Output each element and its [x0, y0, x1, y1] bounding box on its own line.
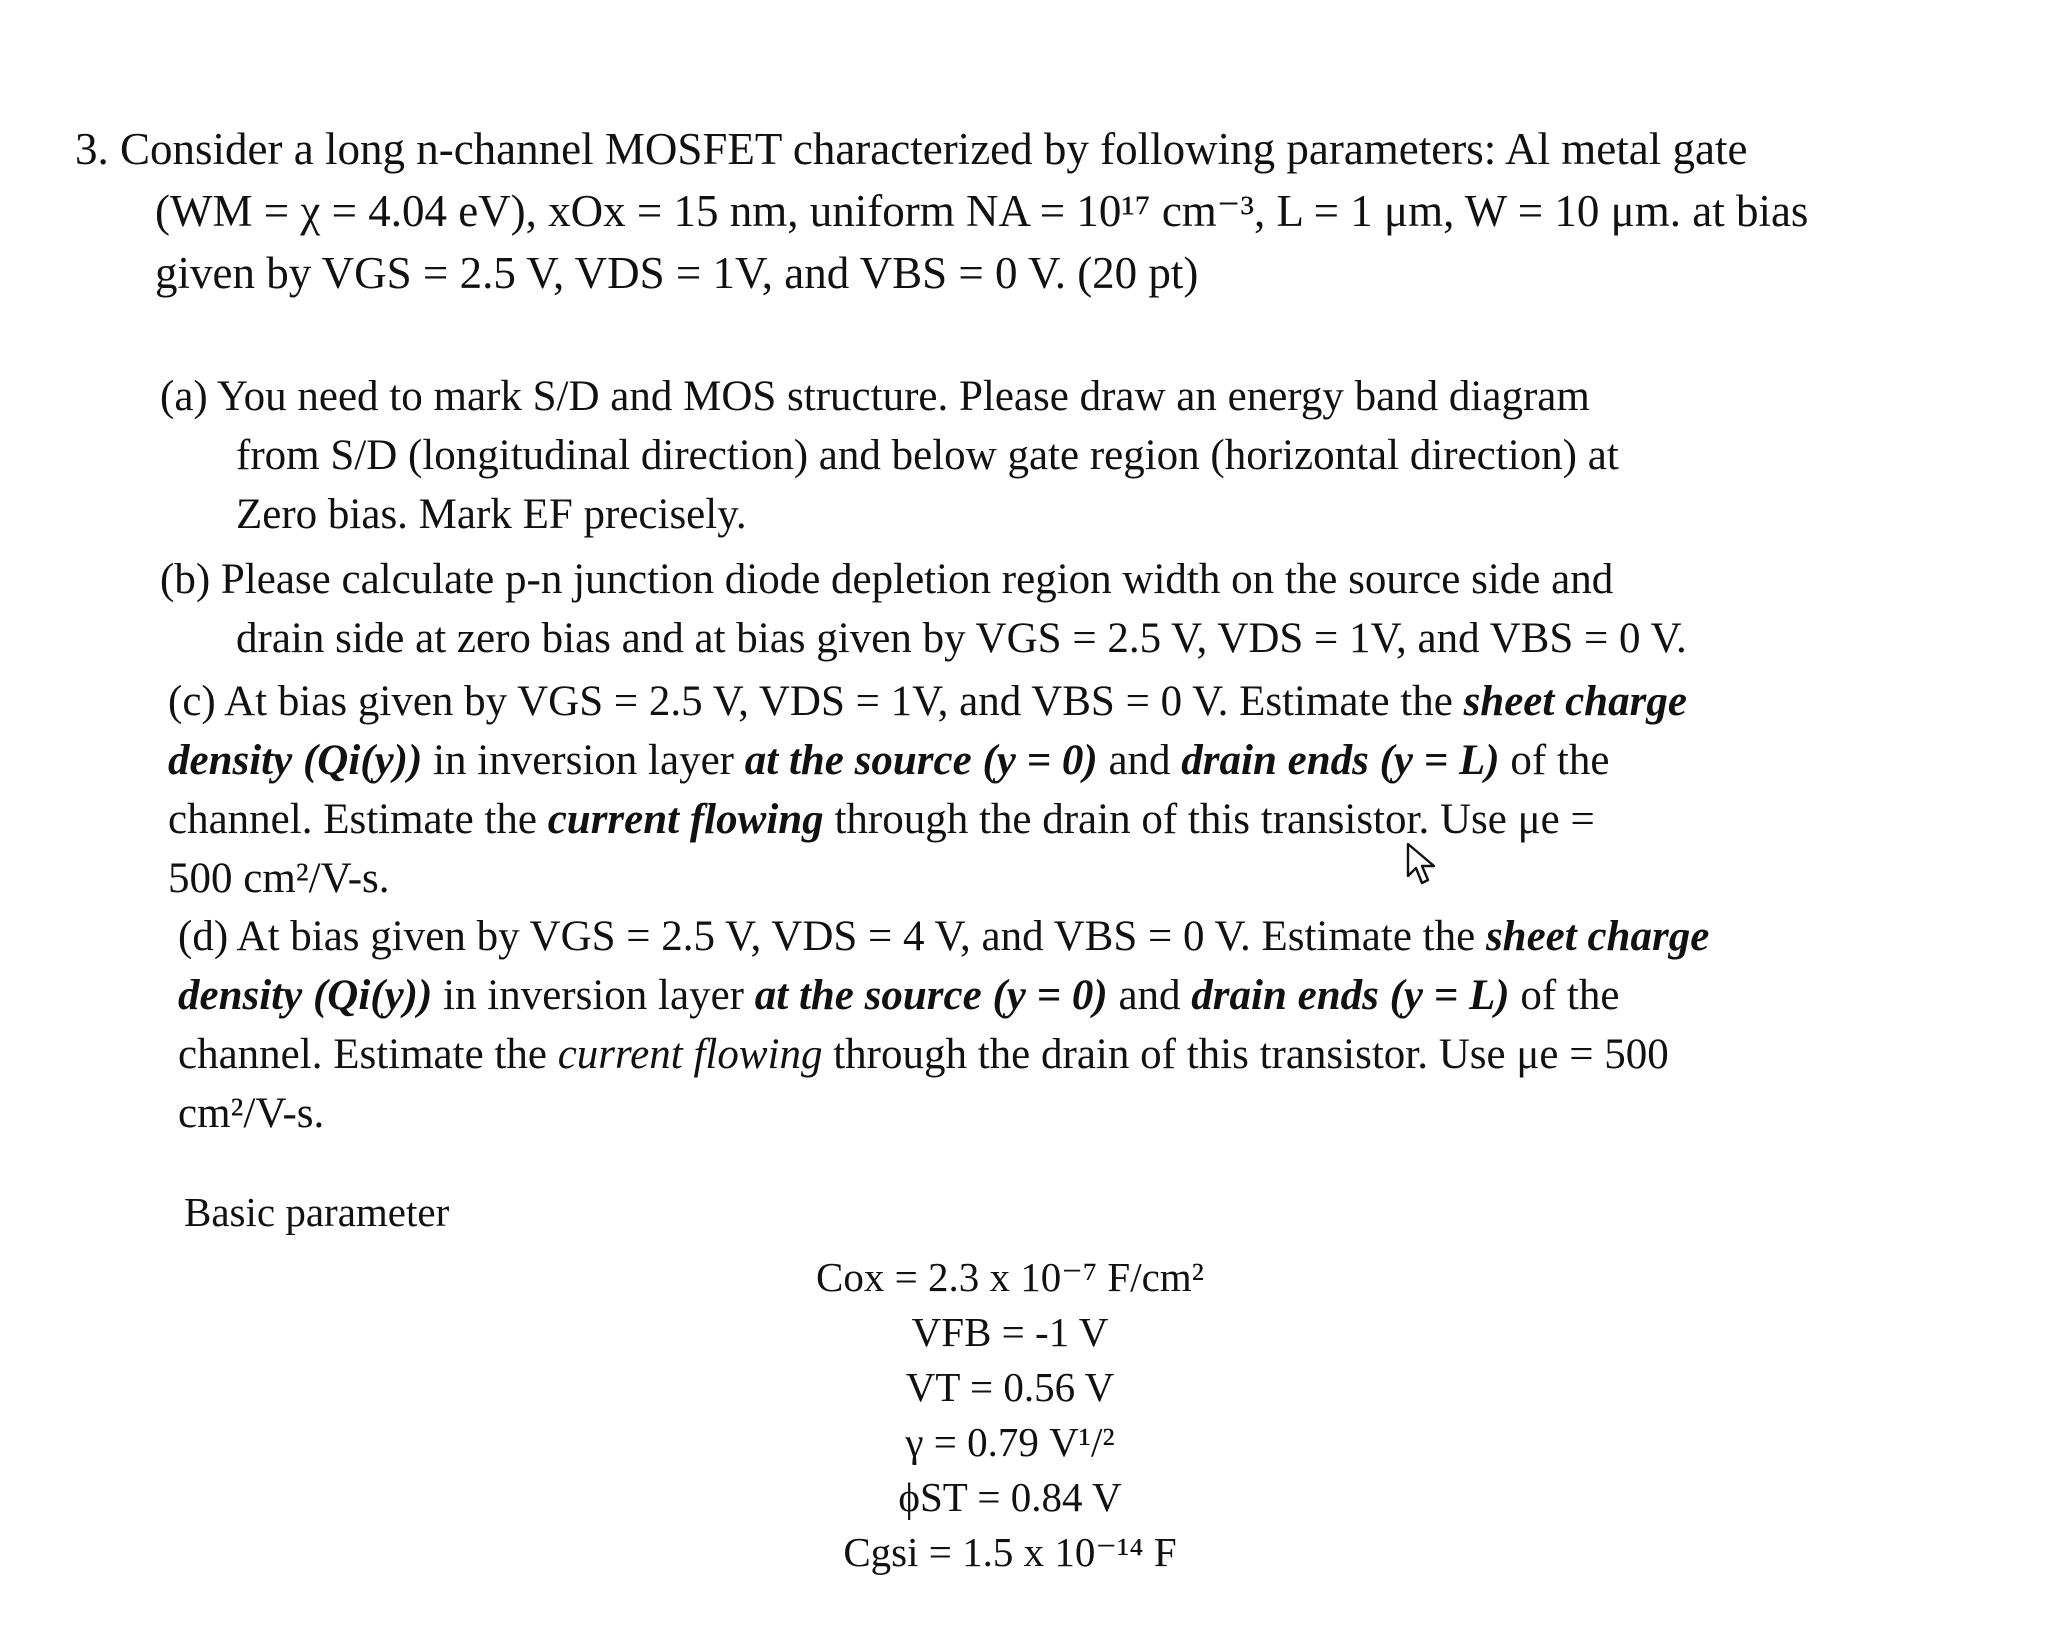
part-c-emphasis-current: current flowing — [547, 796, 824, 843]
part-d-emphasis-drain: drain ends (y = L) — [1191, 972, 1510, 1019]
param-cgsi: Cgsi = 1.5 x 10⁻¹⁴ F — [843, 1529, 1177, 1575]
part-c-text-3a: channel. Estimate the — [168, 796, 548, 843]
part-c-emphasis-sheet-charge: sheet charge — [1463, 678, 1687, 725]
part-d — [178, 907, 1978, 1143]
part-c-text-2f: of the — [1499, 737, 1610, 784]
param-phi-st: ϕST = 0.84 V — [898, 1474, 1122, 1520]
part-c-emphasis-density: density (Qi(y)) — [168, 737, 423, 784]
part-a-line-3: Zero bias. Mark EF precisely. — [236, 491, 747, 538]
part-a — [160, 367, 1960, 544]
part-d-text-2f: of the — [1509, 972, 1620, 1019]
param-gamma: γ = 0.79 V¹/² — [905, 1419, 1115, 1465]
problem-line-2: (WM = χ = 4.04 eV), xOx = 15 nm, uniform NA = 10¹⁷ cm⁻³, L = 1 μm, W = 10 μm. at bias — [155, 186, 1809, 236]
part-d-text-3a: channel. Estimate the — [178, 1031, 558, 1078]
part-c-text-2d: and — [1097, 737, 1182, 784]
part-a-line-1: (a) You need to mark S/D and MOS structure. Please draw an energy band diagram — [160, 373, 1590, 420]
part-d-emphasis-source: at the source (y = 0) — [754, 972, 1108, 1019]
part-c-line-3 — [168, 790, 1968, 849]
problem-line-1: 3. Consider a long n-channel MOSFET characterized by following parameters: Al metal gate — [75, 124, 1748, 174]
part-c-text-2b: in inversion layer — [422, 737, 745, 784]
part-d-line-2 — [178, 966, 1978, 1025]
basic-parameter-list — [720, 1250, 1300, 1580]
param-cox: Cox = 2.3 x 10⁻⁷ F/cm² — [816, 1254, 1204, 1300]
part-d-emphasis-current: current flowing — [557, 1031, 823, 1078]
part-d-emphasis-sheet-charge: sheet charge — [1485, 913, 1710, 960]
mouse-pointer-icon — [1405, 842, 1439, 886]
part-d-text-1a: (d) At bias given by VGS = 2.5 V, VDS = 4 V, and VBS = 0 V. Estimate the — [178, 913, 1486, 960]
part-b-line-1: (b) Please calculate p-n junction diode depletion region width on the source side and — [160, 556, 1614, 603]
part-b — [160, 550, 1960, 668]
param-vfb: VFB = -1 V — [911, 1309, 1109, 1355]
part-c — [168, 672, 1968, 908]
part-c-text-1a: (c) At bias given by VGS = 2.5 V, VDS = 1V, and VBS = 0 V. Estimate the — [168, 678, 1464, 725]
part-c-text-3c: through the drain of this transistor. Use μe = — [823, 796, 1595, 843]
param-vt: VT = 0.56 V — [905, 1364, 1115, 1410]
part-d-text-2d: and — [1107, 972, 1192, 1019]
part-d-line-3 — [178, 1025, 1978, 1084]
part-c-line-1 — [168, 672, 1968, 731]
part-c-line-2 — [168, 731, 1968, 790]
part-c-line-4: 500 cm²/V-s. — [168, 855, 390, 902]
problem-line-3: given by VGS = 2.5 V, VDS = 1V, and VBS = 0 V. (20 pt) — [155, 248, 1199, 298]
part-d-text-2b: in inversion layer — [432, 972, 755, 1019]
part-d-line-1 — [178, 907, 1978, 966]
part-b-line-2: drain side at zero bias and at bias given by VGS = 2.5 V, VDS = 1V, and VBS = 0 V. — [236, 615, 1687, 662]
problem-statement — [75, 118, 1990, 304]
part-a-line-2: from S/D (longitudinal direction) and below gate region (horizontal direction) at — [236, 432, 1619, 479]
part-d-emphasis-density: density (Qi(y)) — [178, 972, 433, 1019]
part-c-emphasis-source: at the source (y = 0) — [744, 737, 1098, 784]
part-d-line-4: cm²/V-s. — [178, 1090, 325, 1137]
basic-parameter-heading: Basic parameter — [184, 1189, 450, 1235]
part-d-text-3c: through the drain of this transistor. Use μe = 500 — [822, 1031, 1669, 1078]
part-c-emphasis-drain: drain ends (y = L) — [1181, 737, 1500, 784]
